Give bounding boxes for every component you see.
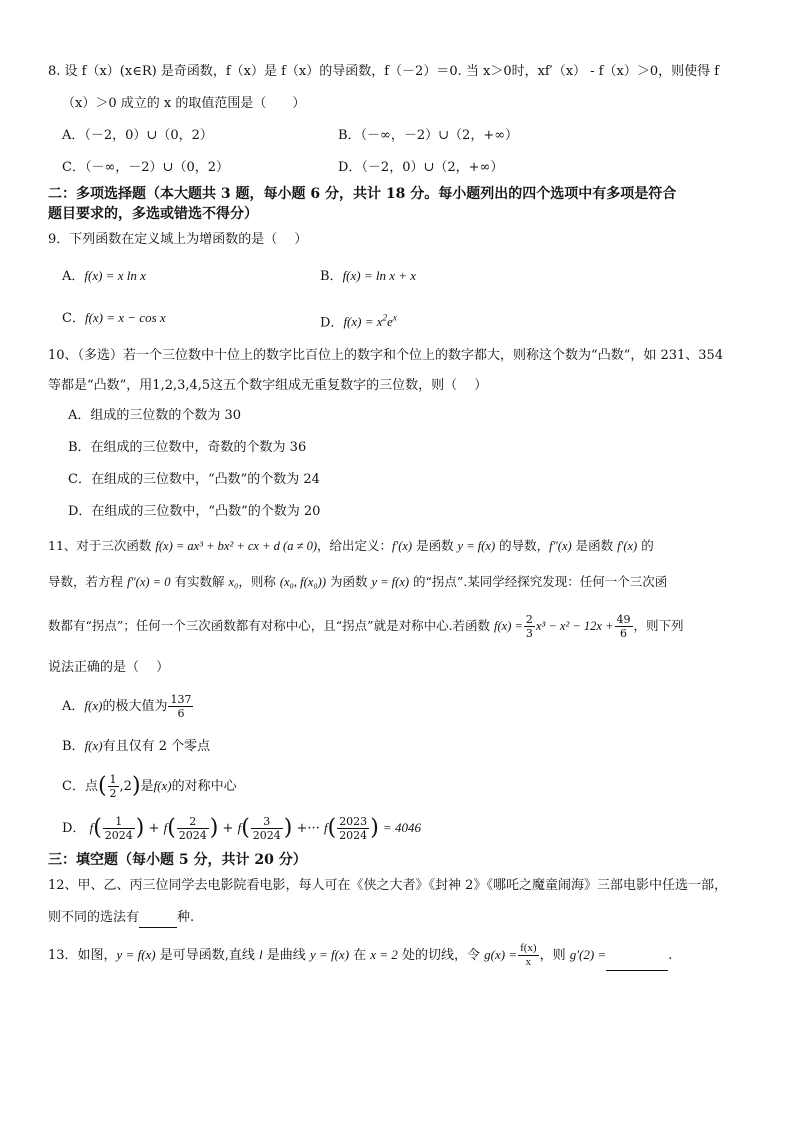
section2-heading-line1: 二：多项选择题（本大题共 3 题，每小题 6 分，共计 18 分。每小题列出的四个选项中有多项是符合	[48, 186, 677, 202]
q11-fraction-49-6: $\frac{49}{6}$	[616, 613, 631, 640]
q9-option-c-formula: f(x) = x − cos x	[84, 310, 166, 325]
q9-option-c	[62, 308, 166, 329]
q11-stem-line2: 导数，若方程 f″(x) = 0 有实数解 x₀，则称 (x₀, f(x₀)) 为函数 y = f(x) 的“拐点”.某同学经探究发现：任何一个三次函	[48, 574, 668, 589]
q9-option-a-formula: f(x) = x ln x	[84, 268, 146, 283]
q10-option-b: B．在组成的三位数中，奇数的个数为 36	[68, 440, 307, 455]
section2-heading-line2: 题目要求的，多选或错选不得分）	[48, 206, 258, 222]
q10-option-d: D．在组成的三位数中，“凸数”的个数为 20	[68, 504, 321, 519]
q9-option-d-formula: $f(x) = x^2e^x$	[343, 313, 397, 330]
q9-option-b-label: B．	[320, 269, 343, 284]
q12-stem-line1: 12、甲、乙、丙三位同学去电影院看电影，每人可在《侠之大者》《封神 2》《哪吒之魔童闹海》三部电影中任选一部，	[48, 878, 727, 893]
section3-heading: 三：填空题（每小题 5 分，共计 20 分）	[48, 852, 307, 868]
q8-stem-line1: 8. 设 f（x）(x∈R) 是奇函数，f（x）是 f（x）的导函数，f（－2）＝0. 当 x＞0时，xf′（x） - f（x）＞0，则使得 f	[48, 64, 720, 79]
q9-option-c-label: C．	[62, 311, 85, 326]
q9-option-d	[320, 308, 397, 333]
q12-stem-line2: 则不同的选法有 种.	[48, 908, 194, 928]
q11-option-b: B．f(x)有且仅有 2 个零点	[62, 738, 211, 754]
q11-option-a: A．f(x)的极大值为 $\frac{137}{6}$	[62, 693, 192, 720]
q11-stem-line3: 数都有“拐点”；任何一个三次函数都有对称中心，且“拐点”就是对称中心.若函数 f(x) = $\frac{2}{3}$ x³ − x² − 12x + $\frac{49}{6}$ ，则下列	[48, 613, 684, 640]
q8-option-d: D．（－2，0）∪（2，+∞）	[338, 160, 504, 175]
q8-stem-line2: （x）＞0 成立的 x 的取值范围是（ ）	[62, 96, 306, 111]
q10-option-c: C．在组成的三位数中，“凸数”的个数为 24	[68, 472, 320, 487]
q11-stem-line1: 11、对于三次函数 f(x) = ax³ + bx² + cx + d (a ≠ 0)，给出定义：f′(x) 是函数 y = f(x) 的导数，f″(x) 是函数 f′(x) 的	[48, 538, 654, 553]
q13-stem: 13．如图，y = f(x) 是可导函数,直线 l 是曲线 y = f(x) 在 x = 2 处的切线，令 g(x) = $\frac{f(x)}{x}$ ，则 g′(2) = .	[48, 940, 672, 971]
q11-fraction-two-thirds: $\frac{2}{3}$	[525, 613, 533, 640]
q12-answer-blank[interactable]	[139, 913, 177, 928]
q10-stem-line2: 等都是“凸数”，用1,2,3,4,5这五个数字组成无重复数字的三位数，则（ ）	[48, 378, 488, 393]
q11-option-d: D． f( $\frac{1}{2024}$ ) + f( $\frac{2}{2024}$ ) + f( $\frac{3}{2024}$ ) +··· f( $\frac{2023}{2024}$ ) = 4046	[62, 815, 421, 842]
q8-option-a: A．（－2，0）∪（0，2）	[62, 128, 213, 143]
q9-option-a-label: A．	[62, 269, 85, 284]
q9-option-b	[320, 266, 416, 287]
q9-option-a	[62, 266, 146, 287]
q8-option-c: C．（－∞，－2）∪（0，2）	[62, 160, 229, 175]
q11-fraction-137-6: $\frac{137}{6}$	[170, 693, 192, 720]
q11-option-c: C．点( $\frac{1}{2}$ ,2)是f(x)的对称中心	[62, 773, 237, 800]
q13-answer-blank[interactable]	[606, 956, 668, 971]
q11-fraction-one-half: $\frac{1}{2}$	[109, 773, 117, 800]
q13-fraction-fx-over-x: $\frac{f(x)}{x}$	[520, 942, 537, 968]
q9-option-b-formula: f(x) = ln x + x	[342, 268, 417, 283]
q10-option-a: A．组成的三位数的个数为 30	[68, 408, 242, 423]
q10-stem-line1: 10、（多选）若一个三位数中十位上的数字比百位上的数字和个位上的数字都大，则称这个数为“凸数”，如 231、354	[48, 348, 724, 363]
q9-stem: 9．下列函数在定义域上为增函数的是（ ）	[48, 232, 308, 247]
q9-option-d-label: D．	[320, 315, 344, 331]
q8-option-b: B．（－∞，－2）∪（2，+∞）	[338, 128, 519, 143]
q11-stem-line4: 说法正确的是（ ）	[48, 660, 170, 675]
